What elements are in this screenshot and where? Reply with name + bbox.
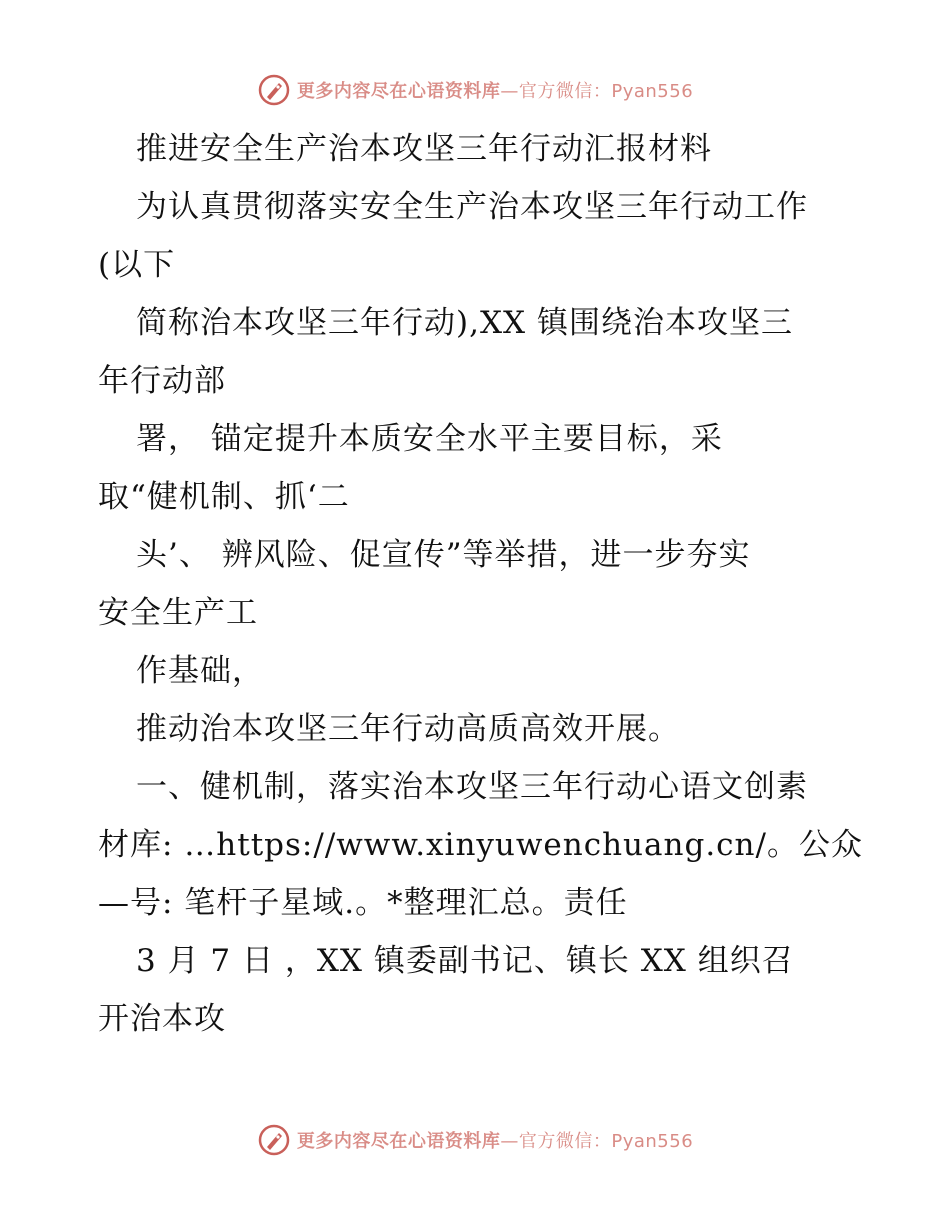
watermark-wechat-label: 官方微信： bbox=[518, 81, 612, 102]
watermark-footer bbox=[0, 1120, 950, 1160]
watermark-wechat-id: Pyan556 bbox=[611, 81, 694, 102]
paragraph-line: —号: 笔杆子星域.。*整理汇总。责任 bbox=[98, 885, 628, 921]
watermark-text bbox=[297, 1127, 693, 1153]
watermark-wechat-label: 官方微信： bbox=[518, 1131, 612, 1152]
paragraph-line: 3 月 7 日 ，XX 镇委副书记、镇长 XX 组织召 bbox=[136, 943, 794, 979]
paragraph-line: 年行动部 bbox=[98, 363, 226, 399]
watermark-header bbox=[0, 70, 950, 110]
paragraph-line: 推动治本攻坚三年行动高质高效开展。 bbox=[136, 711, 680, 747]
paragraph-line: 取“健机制、抓‘二 bbox=[98, 479, 350, 515]
paragraph-line: 作基础， bbox=[136, 653, 264, 689]
paragraph-line: 简称治本攻坚三年行动),XX 镇围绕治本攻坚三 bbox=[136, 305, 793, 341]
pen-nib-circle-icon bbox=[257, 73, 291, 107]
watermark-site: 更多内容尽在心语资料库 bbox=[296, 1131, 501, 1152]
paragraph-line: 材库: …https://www.xinyuwenchuang.cn/。公众 bbox=[98, 827, 863, 863]
paragraph-line: (以下 bbox=[98, 247, 176, 283]
pen-nib-circle-icon bbox=[257, 1123, 291, 1157]
document-title: 推进安全生产治本攻坚三年行动汇报材料 bbox=[136, 131, 712, 167]
document-body bbox=[98, 120, 863, 1048]
paragraph-line: 头’、 辨风险、促宣传”等举措，进一步夯实 bbox=[136, 537, 751, 573]
section-heading: 一、健机制，落实治本攻坚三年行动心语文创素 bbox=[136, 769, 808, 805]
watermark-dash: — bbox=[500, 1131, 519, 1152]
watermark-wechat-id: Pyan556 bbox=[611, 1131, 694, 1152]
paragraph-line: 为认真贯彻落实安全生产治本攻坚三年行动工作 bbox=[136, 189, 808, 225]
watermark-dash: — bbox=[500, 81, 519, 102]
paragraph-line: 安全生产工 bbox=[98, 595, 258, 631]
paragraph-line: 署， 锚定提升本质安全水平主要目标，采 bbox=[136, 421, 723, 457]
watermark-site: 更多内容尽在心语资料库 bbox=[296, 81, 501, 102]
watermark-text bbox=[297, 77, 693, 103]
paragraph-line: 开治本攻 bbox=[98, 1001, 226, 1037]
